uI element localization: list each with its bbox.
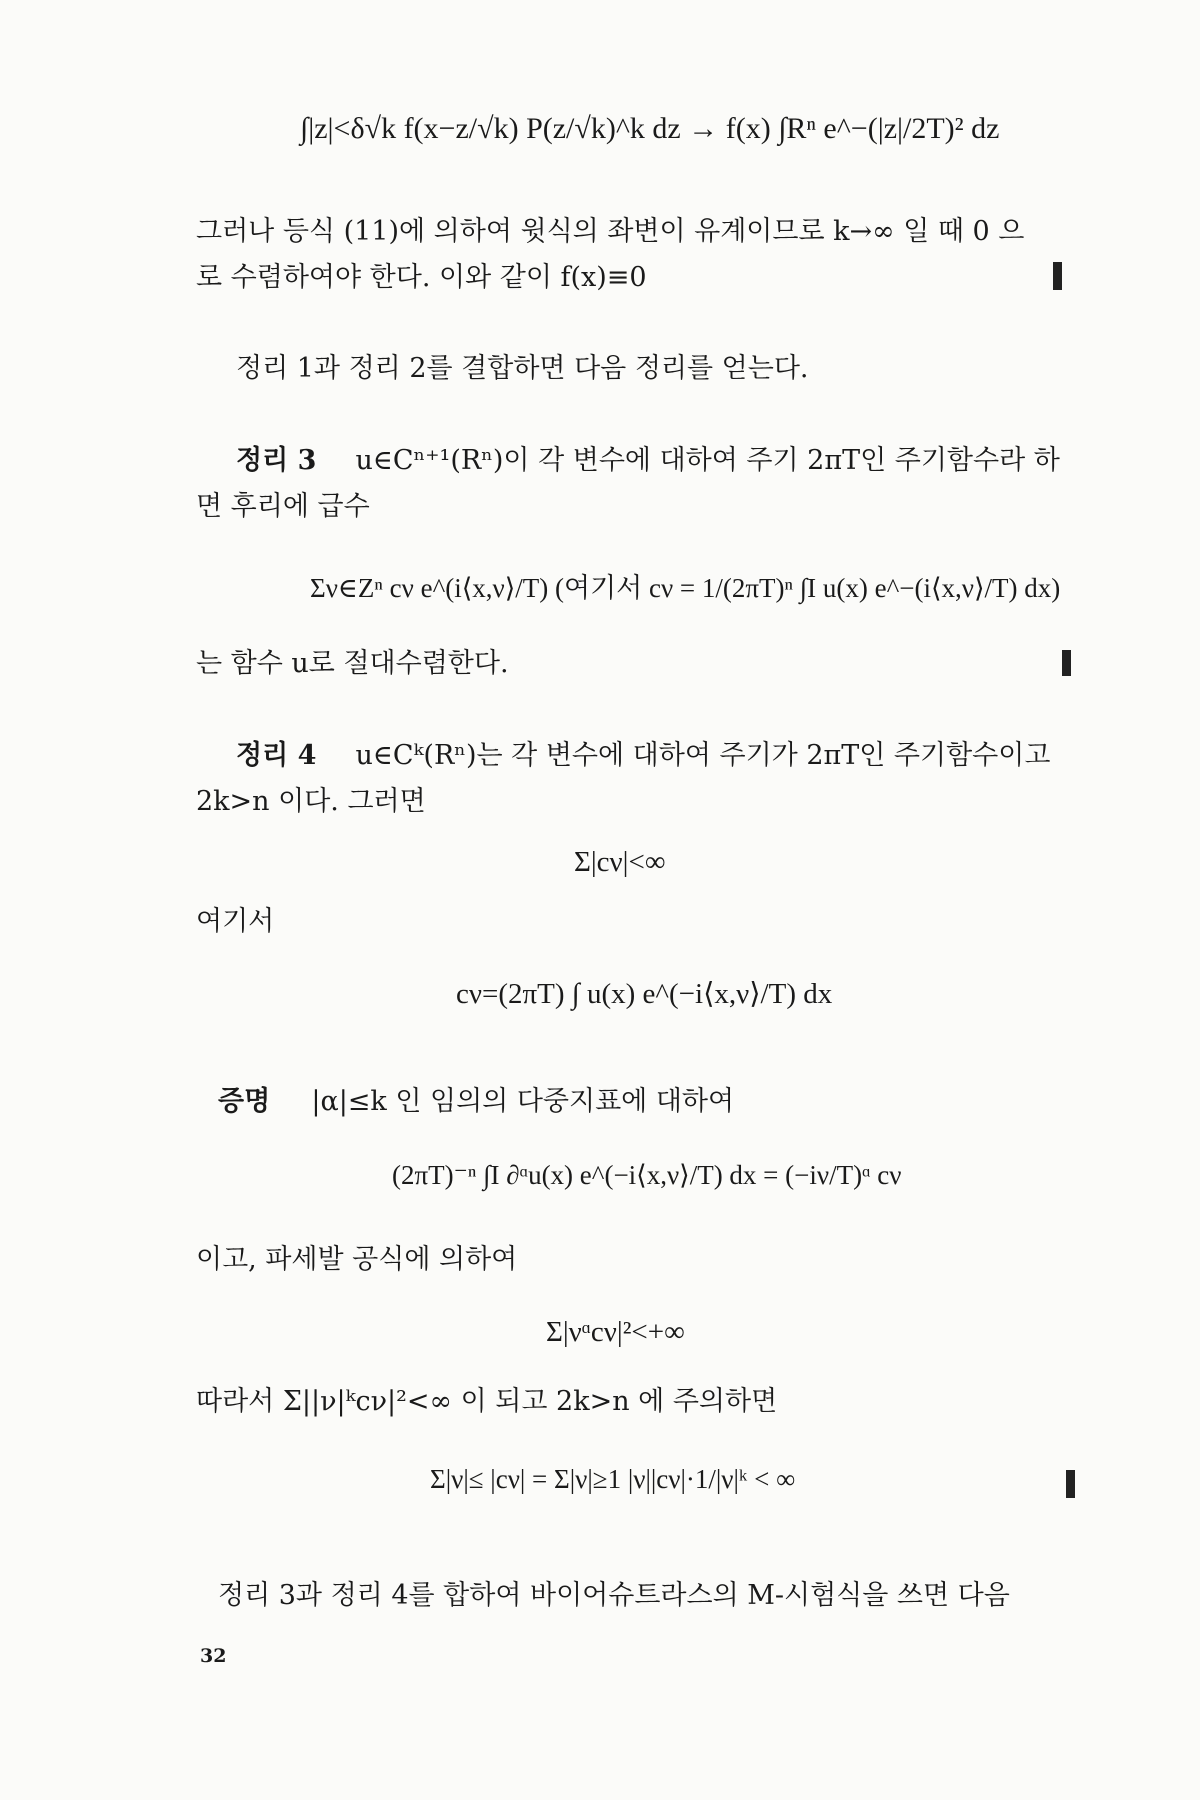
qed-mark (1062, 650, 1071, 676)
qed-mark (1053, 262, 1062, 290)
equation-derivative-text: (2πT)⁻ⁿ ∫I ∂ᵅu(x) e^(−i⟨x,ν⟩/T) dx = (−iν/T)ᵅ cν (392, 1160, 902, 1190)
theorem-3-line-3: 는 함수 u로 절대수렴한다. (196, 648, 509, 679)
equation-limit-text: ∫|z|<δ√k f(x−z/√k) P(z/√k)^k dz → f(x) ∫Rⁿ e^−(|z|/2T)² dz (300, 112, 1000, 145)
paragraph-1-line-1: 그러나 등식 (11)에 의하여 윗식의 좌변이 유계이므로 k→∞ 일 때 0 으 (196, 216, 1025, 247)
paragraph-2: 정리 1과 정리 2를 결합하면 다음 정리를 얻는다. (236, 353, 809, 384)
proof-line-1 (218, 1088, 734, 1115)
proof-statement: |α|≤k 인 임의의 다중지표에 대하여 (311, 1086, 735, 1117)
page-number: 32 (200, 1645, 227, 1667)
theorem-3-label: 정리 3 (236, 445, 317, 476)
equation-coefficient-text: cν=(2πT) ∫ u(x) e^(−i⟨x,ν⟩/T) dx (456, 978, 833, 1010)
equation-final-text: Σ|ν|≤ |cν| = Σ|ν|≥1 |ν||cν|·1/|ν|ᵏ < ∞ (430, 1464, 796, 1494)
equation-final (430, 1464, 795, 1495)
equation-parseval (546, 1316, 685, 1349)
theorem-3-line-2: 면 후리에 급수 (196, 491, 370, 522)
theorem-4-statement: u∈Cᵏ(Rⁿ)는 각 변수에 대하여 주기가 2πT인 주기함수이고 (355, 740, 1051, 771)
theorem-4-line-1 (236, 742, 1050, 769)
theorem-4-label: 정리 4 (236, 740, 317, 771)
theorem-3-statement: u∈Cⁿ⁺¹(Rⁿ)이 각 변수에 대하여 주기 2πT인 주기함수라 하 (355, 445, 1060, 476)
proof-line-2: 이고, 파세발 공식에 의하여 (196, 1244, 518, 1275)
theorem-3-line-1 (236, 447, 1060, 474)
equation-fourier-series-text: Σν∈Zⁿ cν e^(i⟨x,ν⟩/T) (여기서 cν = 1/(2πT)ⁿ ∫I u(x) e^−(i⟨x,ν⟩/T) dx) (310, 573, 1061, 603)
equation-fourier-series (310, 566, 1060, 605)
qed-mark (1066, 1470, 1075, 1498)
theorem-4-line-2: 2k>n 이다. 그러면 (196, 786, 426, 817)
proof-line-3: 따라서 Σ||ν|ᵏcν|²<∞ 이 되고 2k>n 에 주의하면 (196, 1386, 778, 1417)
equation-coefficient (456, 976, 832, 1011)
equation-parseval-text: Σ|νᵅcν|²<+∞ (546, 1316, 685, 1348)
equation-abs-sum (574, 846, 666, 879)
proof-label: 증명 (218, 1086, 271, 1117)
paragraph-1-line-2: 로 수렴하여야 한다. 이와 같이 f(x)≡0 (196, 262, 647, 293)
equation-derivative (392, 1160, 902, 1191)
closing-line: 정리 3과 정리 4를 합하여 바이어슈트라스의 M-시험식을 쓰면 다음 (218, 1580, 1010, 1611)
equation-limit (300, 112, 999, 146)
equation-abs-sum-text: Σ|cν|<∞ (574, 846, 666, 878)
where-label: 여기서 (196, 906, 275, 937)
